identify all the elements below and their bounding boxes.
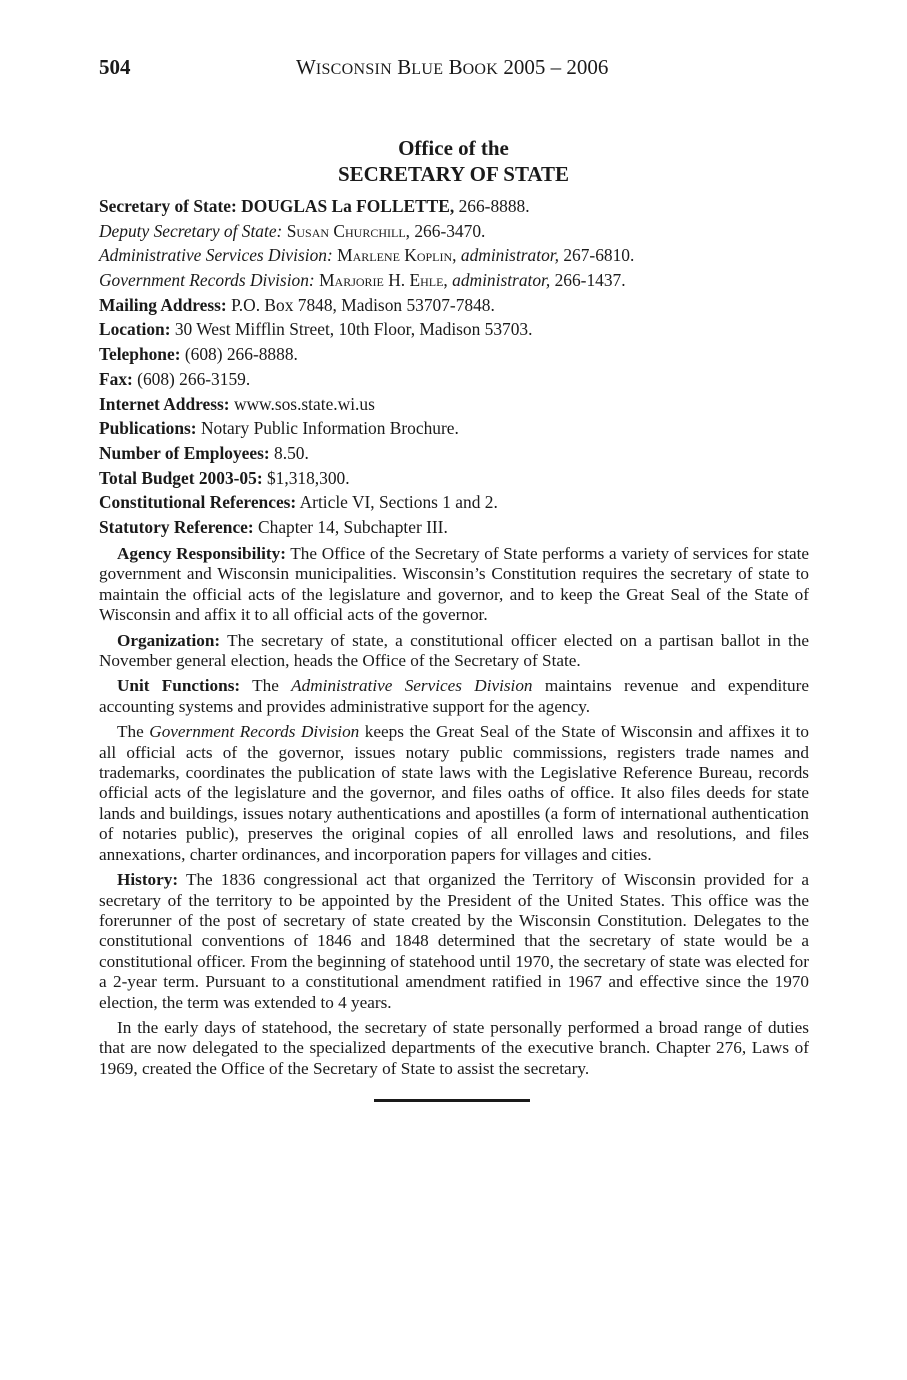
agency-responsibility-paragraph [99, 544, 809, 626]
paragraph-text-pre: The [240, 676, 292, 696]
mailing-address [99, 293, 811, 318]
records-division-phone: 266-1437. [550, 270, 626, 291]
section-title [0, 135, 907, 187]
paragraph-text: keeps the Great Seal of the State of Wisconsin and affixes it to all official acts of the governor, issues notary public commissions, registers trade names and trademarks, coordinates the publication of state laws with the Legislative Reference Bureau, records official acts of the legislature and the governor, and files oaths of office. It also files deeds for state lands and buildings, issues notary authentications and apostilles (a form of international authentication of notaries public), preserves the original copies of all enrolled laws and resolutions, and files annexations, charter ordinances, and incorporation papers for villages and cities. [99, 722, 809, 864]
total-budget [99, 466, 811, 491]
constitutional-references [99, 490, 811, 515]
secretary-phone: 266-8888. [454, 196, 530, 216]
fact-label: Mailing Address: [99, 294, 227, 315]
fact-value: 30 West Mifflin Street, 10th Floor, Madison 53703. [170, 319, 533, 340]
header-word-rest: OOK [462, 61, 499, 78]
unit-functions-paragraph [99, 676, 809, 717]
page-number: 504 [99, 55, 131, 79]
admin-division-line [99, 243, 811, 268]
admin-division-label: Administrative Services Division: [99, 245, 333, 266]
paragraph-label: Agency Responsibility: [117, 544, 286, 563]
section-end-rule [374, 1099, 530, 1102]
title-line-2: SECRETARY OF STATE [337, 162, 570, 186]
paragraph-text-pre: The [117, 722, 150, 742]
header-word-cap: B [397, 55, 412, 79]
title-line-1: Office of the [398, 136, 509, 160]
deputy-phone: 266-3470. [410, 220, 486, 241]
records-division-role: administrator, [452, 270, 551, 291]
fact-value: (608) 266-3159. [132, 368, 251, 389]
deputy-label: Deputy Secretary of State: [99, 220, 283, 241]
body-text [99, 544, 809, 1084]
fax [99, 367, 811, 392]
admin-division-phone: 267-6810. [558, 245, 635, 266]
fact-label: Internet Address: [99, 393, 230, 414]
fact-value: Notary Public Information Brochure. [196, 418, 459, 439]
header-word-rest: LUE [411, 61, 444, 78]
records-division-line [99, 268, 811, 293]
paragraph-text: The 1836 congressional act that organized the Territory of Wisconsin provided for a secretary of the territory to be appointed by the President of the United States. This office was the forerunner of the post of secretary of state created by the Wisconsin Constitution. Delegates to the constitutional conventions of 1846 and 1848 determined that the secretary of state would be a constitutional officer. From the beginning of statehood until 1970, the secretary of state was elected for a 2-year term. Pursuant to a constitutional amendment ratified in 1967 and effective since the 1970 election, the term was extended to 4 years. [99, 870, 809, 1012]
fact-label: Total Budget 2003-05: [99, 467, 263, 488]
deputy-name: Susan Churchill, [286, 220, 411, 241]
fact-label: Statutory Reference: [99, 516, 254, 537]
organization-paragraph [99, 631, 809, 672]
fact-label: Constitutional References: [99, 492, 297, 513]
paragraph-text: The Office of the Secretary of State performs a variety of services for state government and Wisconsin municipalities. Wisconsin’s Constitution requires the secretary of state to maintain the official acts of the legislature and governor, and to keep the Great Seal of the State of Wisconsin and affix it to all official acts of the governor. [99, 544, 810, 625]
secretary-line [99, 194, 811, 219]
statutory-reference [99, 515, 811, 540]
division-name: Government Records Division [149, 722, 360, 742]
secretary-name: DOUGLAS La FOLLETTE, [241, 196, 455, 216]
telephone [99, 342, 811, 367]
number-of-employees [99, 441, 811, 466]
fact-value: $1,318,300. [262, 467, 350, 488]
header-years: 2005 – 2006 [503, 55, 609, 79]
paragraph-text: maintains revenue and expenditure accounting systems and provides administrative support for the agency. [99, 676, 809, 716]
paragraph-text: In the early days of statehood, the secretary of state personally performed a broad range of duties that are now delegated to the specialized departments of the executive branch. Chapter 276, Laws of 1969, created the Office of the Secretary of State to assist the secretary. [99, 1017, 809, 1078]
fact-value: P.O. Box 7848, Madison 53707-7848. [226, 294, 495, 315]
publications [99, 416, 811, 441]
paragraph-label: Organization: [117, 630, 221, 650]
secretary-label: Secretary of State: [99, 196, 237, 216]
records-division-name: Marjorie H. Ehle, [319, 270, 448, 291]
early-days-paragraph [99, 1018, 809, 1079]
paragraph-label: Unit Functions: [117, 676, 241, 696]
fact-value: Chapter 14, Subchapter III. [253, 516, 448, 537]
fact-label: Number of Employees: [99, 442, 270, 463]
paragraph-text: The secretary of state, a constitutional officer elected on a partisan ballot in the November general election, heads the Office of the Secretary of State. [99, 630, 809, 671]
history-paragraph [99, 870, 809, 1013]
location [99, 317, 811, 342]
agency-directory [99, 194, 811, 540]
fact-value: Article VI, Sections 1 and 2. [296, 492, 498, 513]
header-word-cap: B [448, 55, 463, 79]
admin-division-role: administrator, [460, 245, 559, 266]
records-division-paragraph [99, 722, 809, 865]
fact-value: (608) 266-8888. [180, 344, 298, 365]
admin-division-name: Marlene Koplin, [337, 245, 457, 266]
header-word-rest: ISCONSIN [315, 61, 393, 78]
paragraph-label: History: [117, 870, 179, 890]
fact-value: 8.50. [269, 442, 309, 463]
fact-label: Telephone: [99, 344, 181, 365]
fact-label: Publications: [99, 418, 197, 439]
records-division-label: Government Records Division: [99, 270, 315, 291]
header-word-cap: W [296, 55, 316, 79]
division-name: Administrative Services Division [291, 676, 533, 696]
internet-address [99, 392, 811, 417]
running-header [296, 54, 608, 83]
deputy-line [99, 219, 811, 244]
fact-value: www.sos.state.wi.us [229, 393, 375, 414]
fact-label: Location: [99, 319, 171, 340]
fact-label: Fax: [99, 368, 133, 389]
